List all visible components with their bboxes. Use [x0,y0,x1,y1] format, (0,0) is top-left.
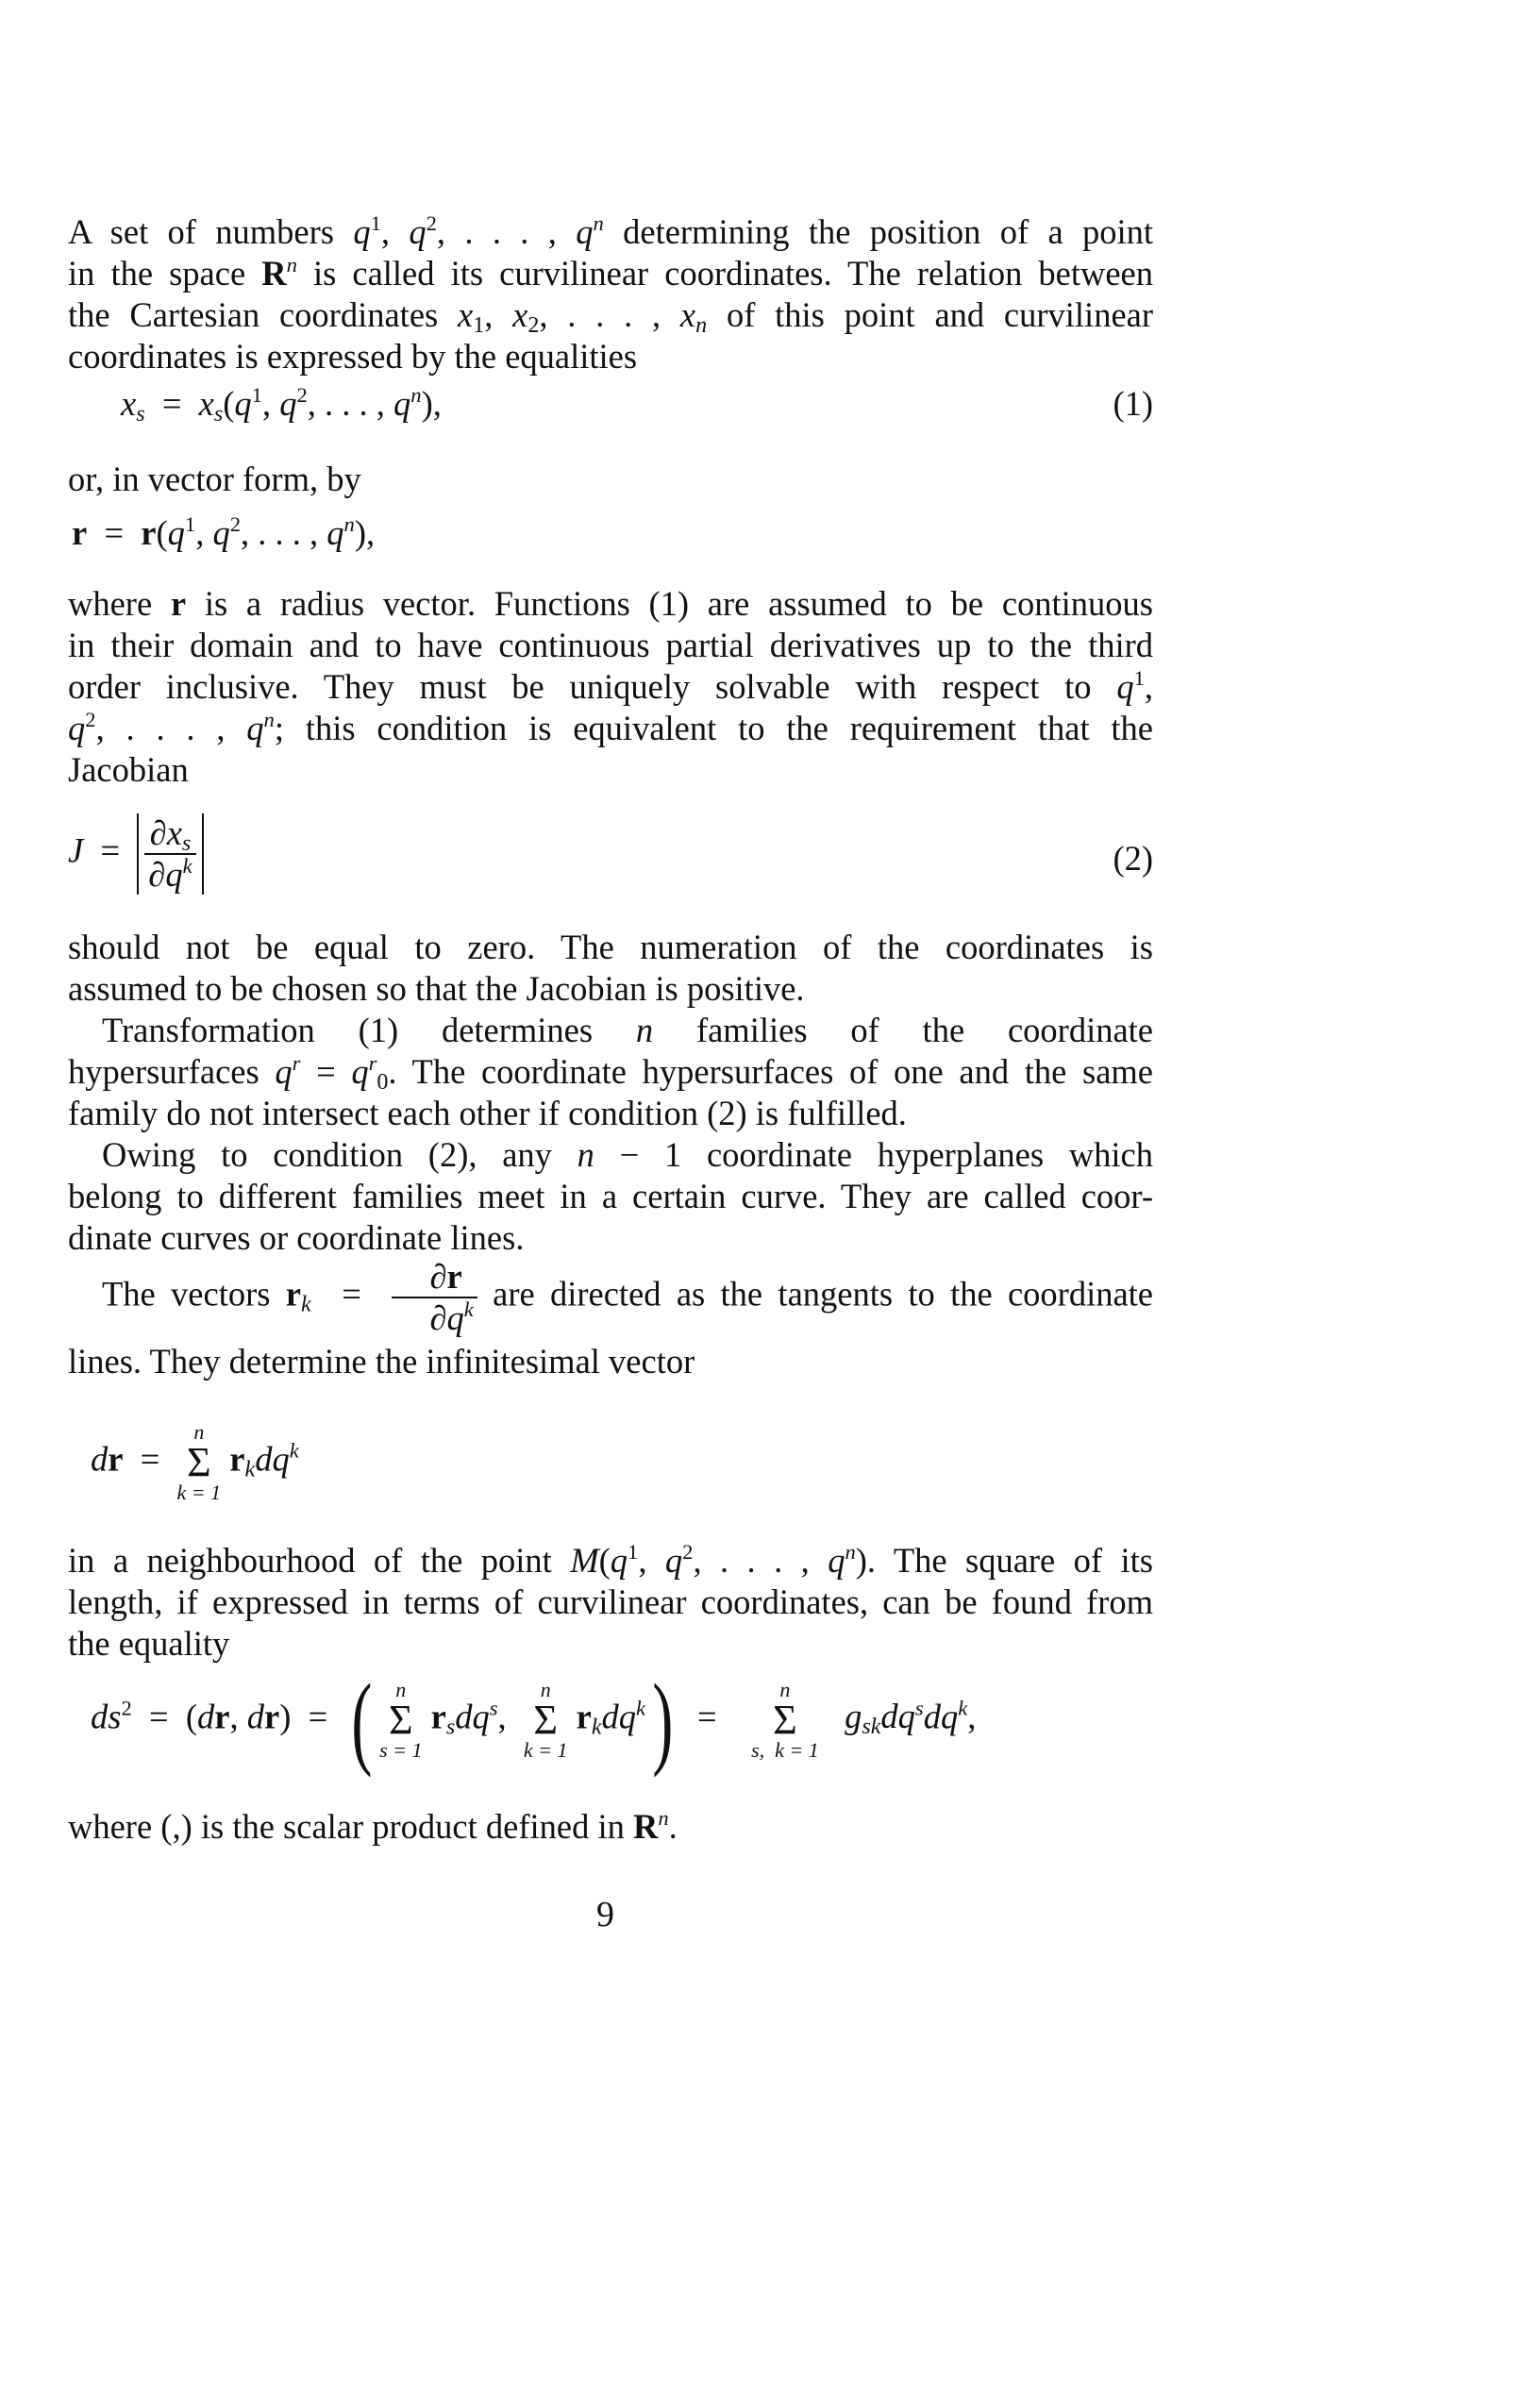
paragraph-hypersurfaces: Transformation (1) determines n families of the coordinate hypersurfaces $q^r = q^r_0$. The coordinate hypersurfaces of one and the same family do not intersect each other if condition (2) is fulfilled. [68,1011,1153,1132]
paragraph-coordinate-lines: Owing to condition (2), any n − 1 coordinate hyperplanes which belong to different families meet in a certain curve. They are called coor- dinate curves or coordinate lines. [68,1135,1153,1257]
paragraph-radius-vector: where r is a radius vector. Functions (1) are assumed to be continuous in their domain and to have continuous partial derivatives up to the third order inclusive. They must be uniquely solvable with respect to $q^1$, $q^2$, . . . , $q^n$; this condition is equivalent to the requirement that the Jacobian [68,584,1154,789]
paragraph-scalar-product: where (,) is the scalar product defined in $R^n$. [68,1805,678,1846]
equation-1-number: (1) [1113,384,1153,423]
paragraph-neighbourhood: in a neighbourhood of the point $M(q^1$, $q^2$, . . . , $q^n$). The square of its length, if expressed in terms of curvilinear coordinates, can be found from the equality [68,1539,1153,1663]
equation-vector-form: $r = r(q^1$, $q^2$, . . . , $q^n$), [72,511,376,552]
paragraph-curvilinear-definition: A set of numbers $q^1$, $q^2$, . . . , $q^n$ determining the position of a point in the space $R^n$ is called its curvilinear coordinates. The relation between the Cartesian coordinates $x_1$, $x_2$, . . . , $x_n$ of this point and curvilinear coordinates is expressed by the equalities [68,210,1154,376]
equation-1: $x_s = x_s(q^1$, $q^2$, . . . , $q^n$), [121,382,442,427]
equation-metric: $ds^2 = (dr$, dr) = ( n Σ s = 1 $r_sdq^s$, n Σ k = 1 $r_kdq^k$) = n Σ s, k = 1 $g_{sk}dq^sdq^k$, [91,1663,977,1778]
paragraph-tangent-vectors: The vectors $r_k$ = $\frac{\partial r}{\partial q^k}$ are directed as the tangents to the coordinate lines. They determine the infinitesimal vector [68,1257,1153,1381]
equation-2-number: (2) [1113,839,1153,878]
equation-infinitesimal-vector: dr = n Σ k = 1 $r_kdq^k$ [91,1420,299,1504]
paragraph-jacobian-positive: should not be equal to zero. The numeration of the coordinates is assumed to be chosen so that the Jacobian is positive. [68,928,1153,1008]
equation-2-jacobian: J = $\frac{\partial x_s}{\partial q^k}$ [68,813,204,895]
vector-form-intro: or, in vector form, by [68,460,361,498]
page-number: 9 [596,1895,614,1934]
